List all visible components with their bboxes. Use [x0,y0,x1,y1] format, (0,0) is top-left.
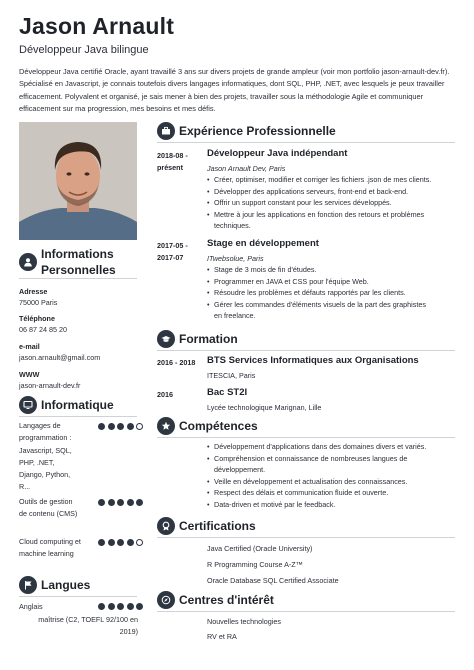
flag-icon [19,576,37,594]
education-school: Lycée technologique Marignan, Lille [207,403,322,412]
interests-heading: Centres d'intérêt [179,593,274,607]
list-item: • Gérer les commandes d'éléments visuels de la part des graphistes en freelance. [207,299,435,322]
divider [19,416,137,417]
monitor-icon [19,396,37,414]
education-title: BTS Services Informatiques aux Organisations [207,355,419,366]
job-bullets [207,174,435,232]
rating-dot-filled [117,499,124,506]
briefcase-icon [157,122,175,140]
interest-item: Nouvelles technologies [207,617,281,626]
rating-dot-filled [117,539,124,546]
job-bullets [207,264,435,322]
list-item: • Data-driven et motivé par le feedback. [207,499,435,511]
job-employer: ITwebsolue, Paris [207,254,264,263]
certificate-icon [157,517,175,535]
compass-icon [157,591,175,609]
education-title: Bac ST2I [207,387,248,398]
address-label: Adresse [19,287,48,296]
languages-heading: Langues [41,578,91,592]
education-school: ITESCIA, Paris [207,371,256,380]
interest-item: RV et RA [207,632,237,641]
job-title: Stage en développement [207,238,319,249]
profile-photo [19,122,137,240]
list-item: • Programmer en JAVA et CSS pour l'équipe Web. [207,276,435,288]
phone-label: Téléphone [19,314,55,323]
job-date: 2018-08 - présent [157,151,188,172]
job-date: 2017-05 - 2017-07 [157,241,188,262]
language-name: Anglais [19,602,43,611]
language-rating [98,603,143,610]
rating-dot-filled [98,603,105,610]
rating-dot-filled [127,539,134,546]
divider [19,278,137,279]
rating-dot-filled [127,499,134,506]
rating-dot-filled [98,499,105,506]
job-employer: Jason Arnault Dev, Paris [207,164,286,173]
graduation-cap-icon [157,330,175,348]
rating-dot-filled [108,603,115,610]
list-item: • Développement d'applications dans des domaines divers et variés. [207,441,435,453]
star-icon [157,417,175,435]
it-heading: Informatique [41,398,114,412]
rating-dot-filled [127,423,134,430]
experience-heading: Expérience Professionnelle [179,124,336,138]
certification-item: Java Certified (Oracle University) [207,544,313,553]
divider [157,142,455,143]
certification-item: R Programming Course A-Z™ [207,560,303,569]
list-item: • Compréhension et connaissance de nombreuses langues de développement. [207,453,435,476]
rating-dot-empty [136,423,143,430]
rating-dot-filled [136,603,143,610]
address-value: 75000 Paris [19,298,58,307]
skills-heading: Compétences [179,419,258,433]
list-item: • Stage de 3 mois de fin d'études. [207,264,435,276]
certifications-heading: Certifications [179,519,256,533]
website-label: WWW [19,370,40,379]
list-item: • Mettre à jour les applications en fonction des retours et problèmes techniques. [207,209,435,232]
list-item: • Résoudre les problèmes et défauts rapportés par les clients. [207,287,435,299]
job-title: Développeur Java indépendant [207,148,348,159]
list-item: • Offrir un support constant pour les services développés. [207,197,435,209]
rating-dot-filled [98,539,105,546]
website-value[interactable]: jason-arnault-dev.fr [19,381,81,390]
candidate-title: Développeur Java bilingue [19,44,149,56]
education-heading: Formation [179,332,238,346]
phone-value: 06 87 24 85 20 [19,325,67,334]
skill-name: Cloud computing et machine learning [19,537,81,559]
skill-name: Outils de gestion de contenu (CMS) [19,497,78,519]
rating-dot-filled [127,603,134,610]
divider [157,611,455,612]
rating-dot-filled [117,603,124,610]
divider [157,437,455,438]
list-item: • Respect des délais et communication fluide et ouverte. [207,487,435,499]
divider [157,537,455,538]
skill-name: Langages de programmation : Javascript, SQL, PHP, .NET, Django, Python, R... [19,421,72,492]
rating-dot-filled [117,423,124,430]
education-date: 2016 - 2018 [157,358,196,367]
skill-rating [98,539,143,546]
personal-info-heading: Informations Personnelles [41,247,116,277]
rating-dot-filled [108,539,115,546]
skill-rating [98,423,143,430]
email-label: e-mail [19,342,40,351]
list-item: • Veille en développement et actualisation des connaissances. [207,476,435,488]
divider [157,350,455,351]
candidate-name: Jason Arnault [19,13,175,39]
email-value[interactable]: jason.arnault@gmail.com [19,353,101,362]
divider [19,596,137,597]
education-date: 2016 [157,390,173,399]
rating-dot-filled [108,499,115,506]
rating-dot-filled [108,423,115,430]
person-icon [19,253,37,271]
rating-dot-filled [98,423,105,430]
rating-dot-filled [136,499,143,506]
skill-rating [98,499,143,506]
certification-item: Oracle Database SQL Certified Associate [207,576,339,585]
list-item: • Développer des applications serveurs, front-end et back-end. [207,186,435,198]
language-detail: maîtrise (C2, TOEFL 92/100 en 2019) [38,615,138,636]
profile-summary: Développeur Java certifié Oracle, ayant travaillé 3 ans sur divers projets de grande ampleur (voir mon portfolio jason-arnault-dev.fr). Spécialisé en Javascript, je connais toutefois divers langages informatiques, dont SQL, PHP, .NET, avec lesquels je peux travailler efficacement. Polyvalent et organisé, je sais mener à bien des projets, travailler sous la méthodologie Agile et communiquer efficacement sur ma progression, mes besoins et mes défis. [19,67,450,113]
skills-bullets [207,441,435,511]
rating-dot-empty [136,539,143,546]
list-item: • Créer, optimiser, modifier et corriger les fichiers .json de mes clients. [207,174,435,186]
